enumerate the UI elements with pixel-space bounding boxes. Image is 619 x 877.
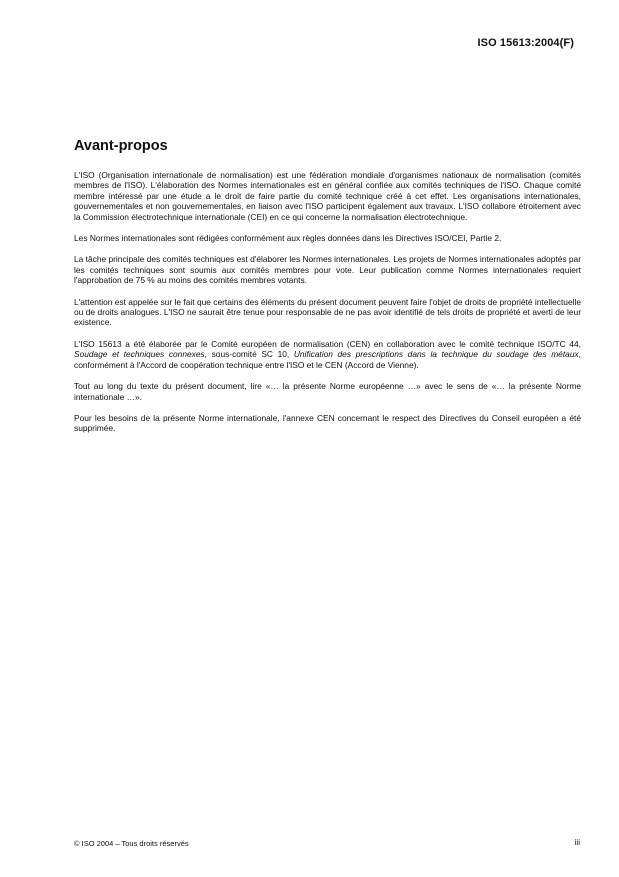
footer-copyright: © ISO 2004 – Tous droits réservés: [74, 839, 189, 848]
preparation-text-2: , sous-comité SC 10,: [204, 349, 294, 360]
subcommittee-title: Unification des prescriptions dans la technique du soudage des métaux: [293, 349, 579, 360]
paragraph-reading-note: Tout au long du texte du présent document, lire «… la présente Norme européenne …» avec le sens de «… la présente Norme internationale …».: [74, 381, 581, 402]
paragraph-preparation: [74, 339, 581, 370]
paragraph-iso-organisation: L'ISO (Organisation internationale de normalisation) est une fédération mondiale d'organismes nationaux de normalisation (comités membres de l'ISO). L'élaboration des Normes internationales est en général confiée aux comités techniques de l'ISO. Chaque comité membre intéressé par une étude a le droit de faire partie du comité technique créé à cet effet. Les organisations internationales, gouvernementales et non gouvernementales, en liaison avec l'ISO participent également aux travaux. L'ISO collabore étroitement avec la Commission électrotechnique internationale (CEI) en ce qui concerne la normalisation électrotechnique.: [74, 170, 581, 222]
paragraph-cen-annex: Pour les besoins de la présente Norme internationale, l'annexe CEN concernant le respect des Directives du Conseil européen a été supprimée.: [74, 412, 581, 434]
section-title: Avant-propos: [74, 138, 168, 154]
standard-reference: ISO 15613:2004(F): [477, 37, 574, 49]
paragraph-technical-committees: La tâche principale des comités techniques est d'élaborer les Normes internationales. Les projets de Normes internationales adoptés par les comités techniques sont soumis aux comités membres pour vote. Leur publication comme Normes internationales requiert l'approbation de 75 % au moins des comités membres votants.: [74, 254, 581, 286]
paragraph-directives: Les Normes internationales sont rédigées conformément aux règles données dans les Directives ISO/CEI, Partie 2.: [74, 233, 502, 244]
preparation-text-3: , conformément à l'Accord de coopération technique entre l'ISO et le CEN (Accord de Vienne).: [74, 349, 581, 370]
committee-title: Soudage et techniques connexes: [74, 349, 205, 360]
foreword-body: [74, 170, 581, 445]
page-number: iii: [574, 838, 580, 847]
paragraph-patent-rights: L'attention est appelée sur le fait que certains des éléments du présent document peuvent faire l'objet de droits de propriété intellectuelle ou de droits analogues. L'ISO ne saurait être tenue pour responsable de ne pas avoir identifié de tels droits de propriété et averti de leur existence.: [74, 296, 581, 328]
preparation-text-1: L'ISO 15613 a été élaborée par le Comité européen de normalisation (CEN) en collaboration avec le comité technique ISO/TC 44,: [74, 338, 581, 349]
